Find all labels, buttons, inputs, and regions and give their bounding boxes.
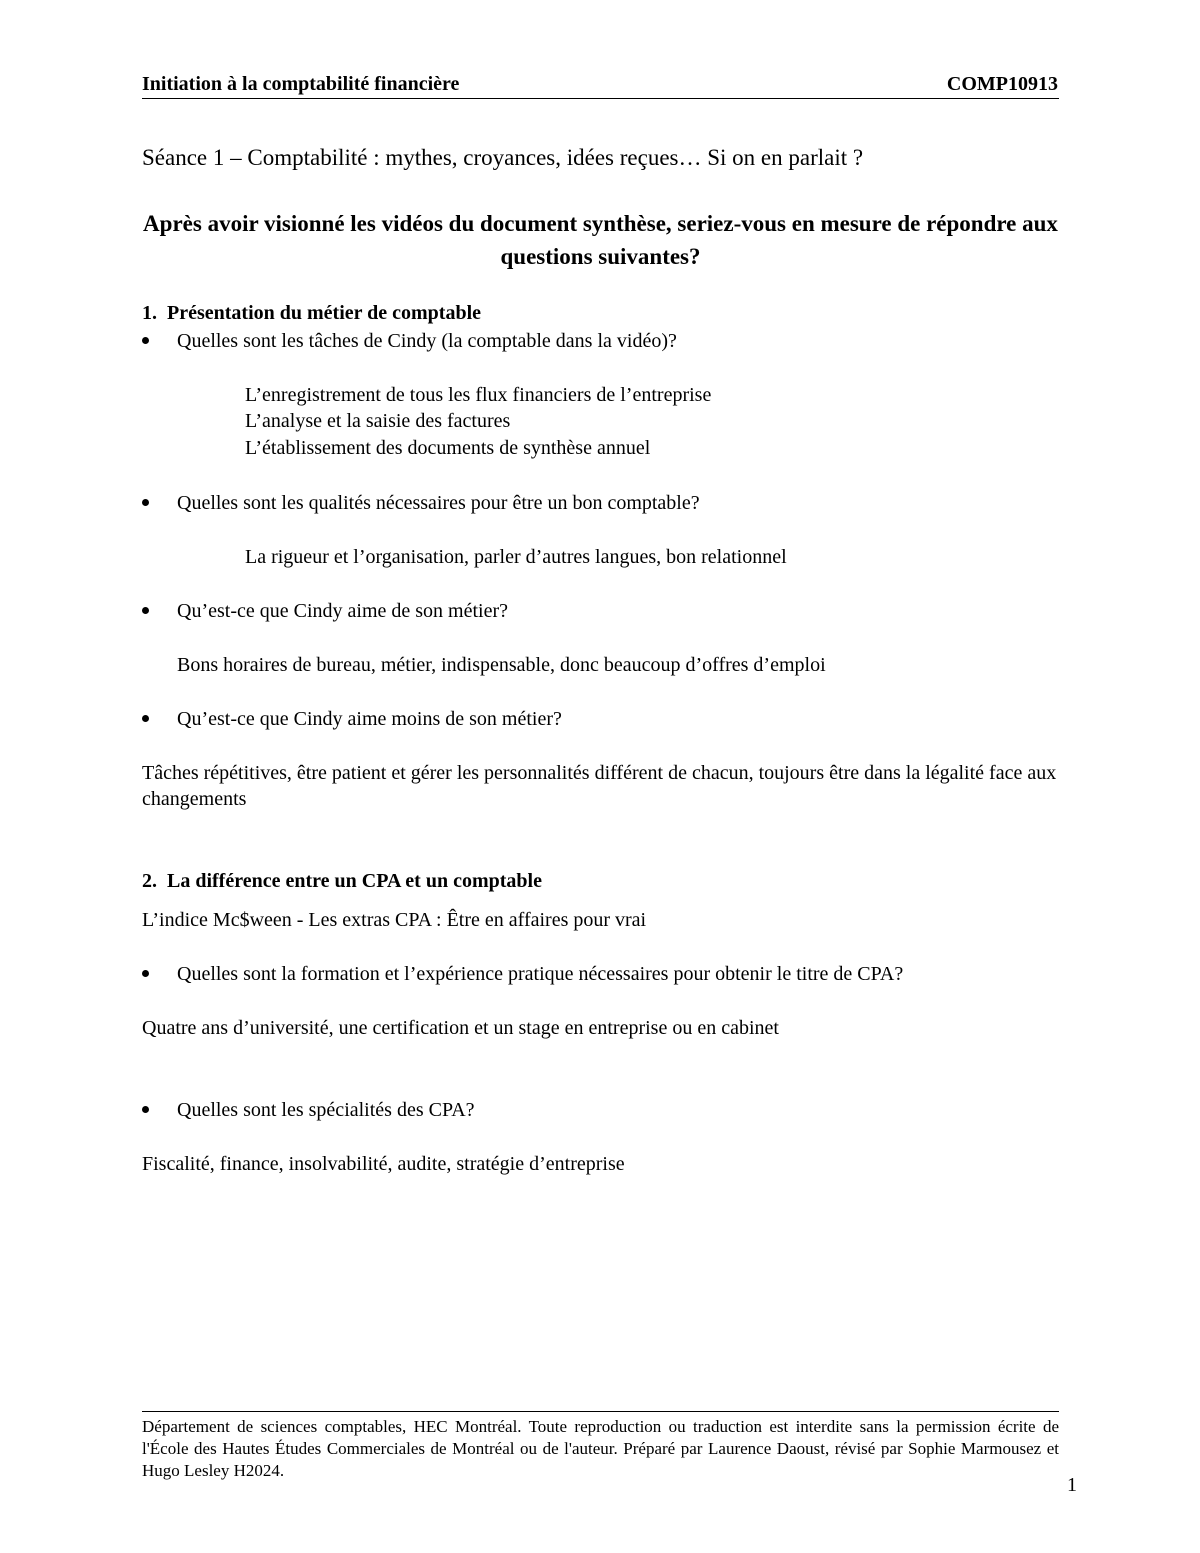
bullet-icon [142, 715, 149, 722]
bullet-icon [142, 499, 149, 506]
section2-answer-2: Fiscalité, finance, insolvabilité, audite, stratégie d’entreprise [142, 1153, 625, 1175]
section1-answer-1-line-1: L’enregistrement de tous les flux financiers de l’entreprise [245, 384, 712, 406]
bullet-icon [142, 970, 149, 977]
header-rule [142, 98, 1059, 99]
bullet-icon [142, 1106, 149, 1113]
section2-intro: L’indice Mc$ween - Les extras CPA : Être en affaires pour vrai [142, 909, 647, 931]
section1-answer-3: Bons horaires de bureau, métier, indispensable, donc beaucoup d’offres d’emploi [177, 654, 826, 676]
section1-answer-2: La rigueur et l’organisation, parler d’autres langues, bon relationnel [245, 546, 787, 568]
section1-answer-4: Tâches répétitives, être patient et gérer les personnalités différent de chacun, toujours être dans la légalité face aux changements [142, 762, 1057, 810]
section1-question-2: Quelles sont les qualités nécessaires pour être un bon comptable? [177, 492, 700, 514]
section2-answer-1: Quatre ans d’université, une certification et un stage en entreprise ou en cabinet [142, 1017, 779, 1039]
section1-answer-1-line-3: L’établissement des documents de synthèse annuel [245, 437, 651, 459]
session-title: Séance 1 – Comptabilité : mythes, croyances, idées reçues… Si on en parlait ? [142, 145, 864, 170]
instructions-subtitle: Après avoir visionné les vidéos du document synthèse, seriez-vous en mesure de répondre aux questions suivantes? [143, 211, 1058, 269]
course-title: Initiation à la comptabilité financière [142, 73, 460, 95]
page-number: 1 [1067, 1474, 1077, 1496]
section1-heading: 1. Présentation du métier de comptable [142, 302, 482, 324]
section1-answer-1-line-2: L’analyse et la saisie des factures [245, 410, 511, 432]
section1-question-4: Qu’est-ce que Cindy aime moins de son métier? [177, 708, 562, 730]
section1-question-3: Qu’est-ce que Cindy aime de son métier? [177, 600, 508, 622]
section2-question-1: Quelles sont la formation et l’expérience pratique nécessaires pour obtenir le titre de CPA? [177, 963, 904, 985]
section2-heading: 2. La différence entre un CPA et un comptable [142, 870, 542, 892]
bullet-icon [142, 337, 149, 344]
section1-question-1: Quelles sont les tâches de Cindy (la comptable dans la vidéo)? [177, 330, 677, 352]
footer-rule [142, 1411, 1059, 1412]
footer-copyright: Département de sciences comptables, HEC Montréal. Toute reproduction ou traduction est interdite sans la permission écrite de l'École des Hautes Études Commerciales de Montréal ou de l'auteur. Préparé par Laurence Daoust, révisé par Sophie Marmousez et Hugo Lesley H2024. [142, 1417, 1059, 1480]
course-code: COMP10913 [946, 73, 1058, 95]
section2-question-2: Quelles sont les spécialités des CPA? [177, 1099, 475, 1121]
bullet-icon [142, 607, 149, 614]
